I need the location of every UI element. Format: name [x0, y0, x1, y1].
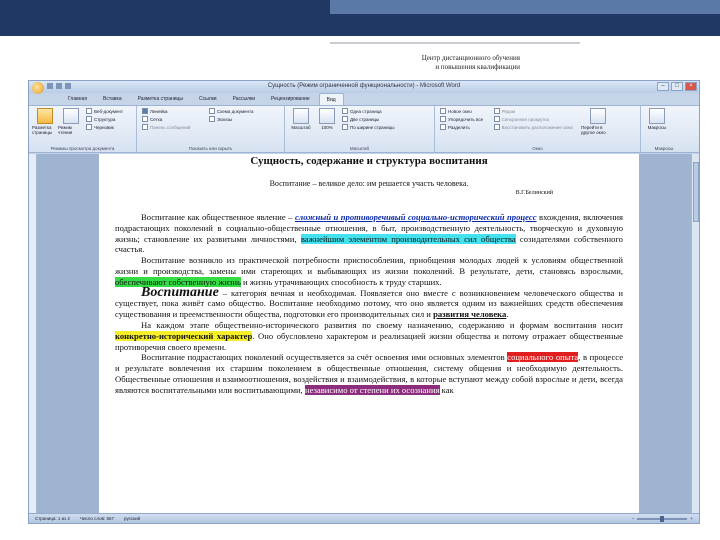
paragraph-4: На каждом этапе общественно-исторического развития по своему назначению, содержанию и формам воспитания носит конкретно-исторический характер. Оно обусловлено характером и реализацией жизни общества и потому отражает общественные противоречия своего времени. — [115, 319, 623, 352]
paragraph-1: Воспитание как общественное явление – сложный и противоречивый социально-исторический процесс вхождения, включения подрастающих поколений в социально-общественные отношения, в быт, производственную деятельность, творческую и духовную жизнь; становление их развитыми личностями, важнейшим элементом производительных сил общества созидателями собственного счастья. — [115, 212, 623, 255]
zoom-slider-knob[interactable] — [660, 516, 664, 522]
print-layout-button[interactable]: Разметка страницы — [32, 108, 58, 135]
window-controls — [657, 82, 697, 91]
two-pages-button[interactable]: Две страницы — [342, 116, 395, 122]
gridlines-checkbox[interactable]: Сетка — [142, 116, 190, 122]
group-label: Показать или скрыть — [188, 146, 233, 151]
split-button[interactable]: Разделить — [440, 124, 483, 130]
tab-review[interactable]: Рецензирование — [271, 96, 310, 102]
zoom-in-icon[interactable]: + — [690, 516, 693, 521]
tab-references[interactable]: Ссылки — [198, 96, 217, 102]
term-heading: Воспитание — [141, 284, 219, 300]
macros-button[interactable]: Макросы — [644, 108, 670, 130]
ribbon — [29, 105, 699, 153]
reading-icon — [63, 108, 79, 124]
split-icon — [440, 124, 446, 130]
arrange-all-button[interactable]: Упорядочить все — [440, 116, 483, 122]
document-map-checkbox[interactable]: Схема документа — [209, 108, 254, 114]
reset-window-icon — [494, 124, 500, 130]
group-window — [435, 106, 641, 152]
title-bar — [29, 81, 699, 93]
group-view-modes — [29, 106, 137, 152]
highlight-purple: независимо от степени их осознания — [304, 384, 440, 395]
zoom-100-icon — [319, 108, 335, 124]
group-label: Масштаб — [349, 146, 370, 151]
print-layout-icon — [37, 108, 53, 124]
maximize-button[interactable]: □ — [671, 82, 683, 91]
group-show-hide — [137, 106, 285, 152]
highlight-green: обеспечивают собственную жизнь — [115, 276, 241, 287]
paragraph-2: Воспитание возникло из практической потребности приспособления, приобщения молодых людей к условиям общественной жизни и производства, замены ими стареющих и выбывающих из жизни поколений. В результате, дети, становясь взрослыми, обеспечивают собственную жизнь и жизнь утрачивающих способность к труду старших. — [115, 255, 623, 287]
page-width-button[interactable]: По ширине страницы — [342, 124, 395, 130]
web-icon — [86, 108, 92, 114]
vertical-ruler — [29, 154, 37, 513]
side-by-side-icon — [494, 108, 500, 114]
checkbox-icon — [142, 116, 148, 122]
ribbon-tabs — [29, 93, 699, 105]
outline-button[interactable]: Структура — [86, 116, 123, 122]
checkbox-icon — [142, 108, 148, 114]
zoom-out-icon[interactable]: − — [631, 516, 635, 521]
highlight-cyan: важнейшим элементом производительных сил общества — [300, 233, 516, 244]
epigraph: Воспитание – великое дело: им решается участь человека. — [269, 179, 469, 188]
close-button[interactable]: × — [685, 82, 697, 91]
tab-home[interactable]: Главная — [68, 96, 88, 102]
minimize-button[interactable]: – — [657, 82, 669, 91]
slide-header-accent — [330, 0, 720, 14]
group-label: Окно — [532, 146, 543, 151]
group-zoom — [285, 106, 435, 152]
web-layout-button[interactable]: Веб-документ — [86, 108, 123, 114]
document-area — [29, 154, 699, 513]
status-page[interactable]: Страница: 1 из 2 — [35, 516, 70, 521]
epigraph-author: В.Г.Белинский — [515, 190, 553, 196]
page-width-icon — [342, 124, 348, 130]
checkbox-icon — [209, 108, 215, 114]
vertical-scrollbar[interactable] — [691, 154, 699, 513]
checkbox-icon — [209, 116, 215, 122]
arrange-icon — [440, 116, 446, 122]
switch-windows-icon — [590, 108, 606, 124]
tab-view[interactable]: Вид — [319, 93, 344, 105]
full-screen-reading-button[interactable]: Режим чтения — [58, 108, 84, 135]
highlight-red: социального опыта — [507, 352, 579, 363]
document-page[interactable] — [99, 154, 639, 513]
zoom-control — [632, 516, 699, 521]
bold-underlined: развития человека — [433, 309, 507, 320]
paragraph-3: Воспитание – категория вечная и необходимая. Появляется оно вместе с возникновением человеческого общества и существует, пока живёт само общество. Воспитание необходимо потому, что оно является одним из важнейших средств обеспечения существования и преемственности общества, подготовки его производительных сил и развития человека. — [115, 284, 623, 320]
side-by-side-button[interactable]: Рядом — [494, 108, 573, 114]
group-label: Режимы просмотра документа — [50, 146, 115, 151]
group-macros — [641, 106, 687, 152]
slide-divider — [330, 42, 580, 44]
sync-scroll-button[interactable]: Синхронная прокрутка — [494, 116, 573, 122]
switch-windows-button[interactable]: Перейти в другое окно — [581, 108, 615, 135]
tab-mailings[interactable]: Рассылки — [232, 96, 256, 102]
magnifier-icon — [293, 108, 309, 124]
macros-icon — [649, 108, 665, 124]
status-language[interactable]: русский — [124, 516, 141, 521]
thumbnails-checkbox[interactable]: Эскизы — [209, 116, 254, 122]
group-label: Макросы — [654, 146, 674, 151]
highlight-underlined: сложный и противоречивый социально-исторический процесс — [294, 212, 537, 222]
message-bar-checkbox[interactable]: Панель сообщений — [142, 124, 190, 130]
status-words[interactable]: Число слов: 567 — [79, 516, 115, 521]
zoom-slider[interactable] — [637, 518, 687, 520]
outline-icon — [86, 116, 92, 122]
paragraph-5: Воспитание подрастающих поколений осуществляется за счёт освоения ими основных элементов социального опыта, в процессе и результате вовлечения их старшим поколением в общественные отношения, систему общения и необходимую деятельность. Общественные отношения и взаимоотношения, воздействия и взаимодействия, в которые вступают между собой взрослые и дети, всегда являются воспитательными или воспитывающими, независимо от степени их осознания как — [115, 352, 624, 395]
highlight-yellow: конкретно-исторический характер — [115, 330, 253, 341]
sync-scroll-icon — [494, 116, 500, 122]
zoom-button[interactable]: Масштаб — [288, 108, 314, 130]
word-window — [28, 80, 700, 524]
checkbox-icon — [142, 124, 148, 130]
scroll-thumb[interactable] — [693, 162, 699, 222]
two-pages-icon — [342, 116, 348, 122]
slide-caption: Центр дистанционного обучения и повышения квалификации — [421, 54, 520, 71]
ruler-checkbox[interactable]: Линейка — [142, 108, 190, 114]
draft-icon — [86, 124, 92, 130]
tab-page-layout[interactable]: Разметка страницы — [137, 96, 183, 102]
draft-button[interactable]: Черновик — [86, 124, 123, 130]
zoom-100-button[interactable]: 100% — [314, 108, 340, 130]
reset-window-button[interactable]: Восстановить расположение окна — [494, 124, 573, 130]
new-window-button[interactable]: Новое окно — [440, 108, 483, 114]
document-title: Сущность, содержание и структура воспитания — [250, 155, 488, 167]
one-page-button[interactable]: Одна страница — [342, 108, 395, 114]
tab-insert[interactable]: Вставка — [103, 96, 122, 102]
status-bar — [29, 513, 699, 523]
window-title: Сущность (Режим ограниченной функциональности) - Microsoft Word — [267, 83, 461, 89]
new-window-icon — [440, 108, 446, 114]
one-page-icon — [342, 108, 348, 114]
